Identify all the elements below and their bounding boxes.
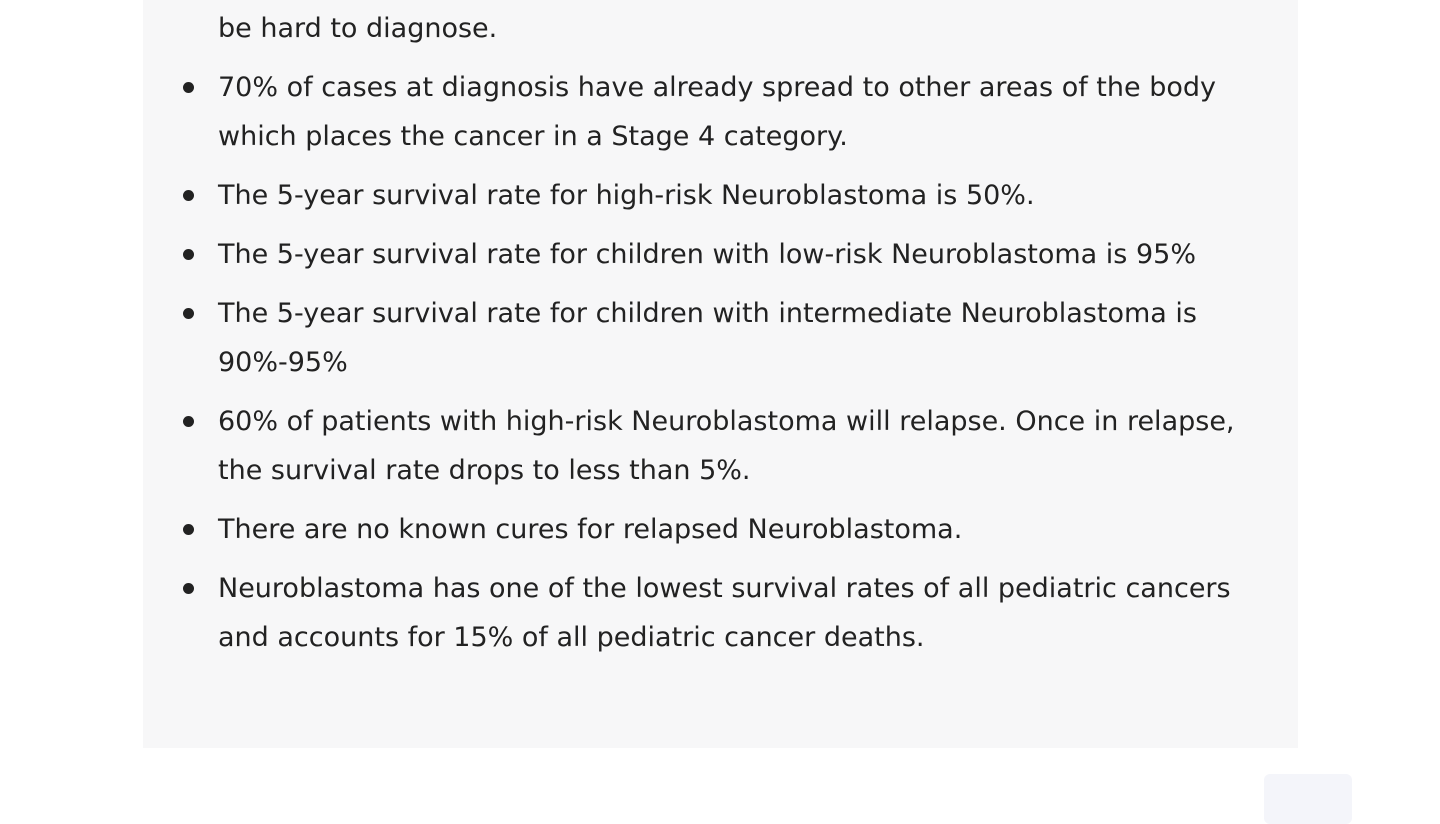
fact-text: be hard to diagnose. <box>218 13 498 44</box>
fact-text: Neuroblastoma has one of the lowest survival rates of all pediatric cancers and accounts for 15% of all pediatric cancer deaths. <box>218 573 1231 653</box>
list-item <box>143 564 1298 662</box>
list-item <box>143 63 1298 161</box>
fact-text: There are no known cures for relapsed Neuroblastoma. <box>218 514 963 545</box>
list-item <box>143 0 1298 53</box>
list-item <box>143 171 1298 220</box>
bullet-icon <box>183 308 194 319</box>
scroll-to-top-button[interactable] <box>1264 774 1352 824</box>
list-item <box>143 230 1298 279</box>
bullet-icon <box>183 249 194 260</box>
fact-text: The 5-year survival rate for children with low-risk Neuroblastoma is 95% <box>218 239 1196 270</box>
fact-text: 70% of cases at diagnosis have already spread to other areas of the body which places the cancer in a Stage 4 category. <box>218 72 1216 152</box>
fact-text: 60% of patients with high-risk Neuroblastoma will relapse. Once in relapse, the survival rate drops to less than 5%. <box>218 406 1235 486</box>
fact-text: The 5-year survival rate for children with intermediate Neuroblastoma is 90%-95% <box>218 298 1197 378</box>
bullet-icon <box>183 190 194 201</box>
facts-panel <box>143 0 1298 748</box>
bullet-icon <box>183 583 194 594</box>
list-item <box>143 505 1298 554</box>
facts-list <box>143 0 1298 672</box>
list-item <box>143 397 1298 495</box>
fact-text: The 5-year survival rate for high-risk Neuroblastoma is 50%. <box>218 180 1035 211</box>
bullet-icon <box>183 82 194 93</box>
list-item <box>143 289 1298 387</box>
bullet-icon <box>183 524 194 535</box>
bullet-icon <box>183 416 194 427</box>
